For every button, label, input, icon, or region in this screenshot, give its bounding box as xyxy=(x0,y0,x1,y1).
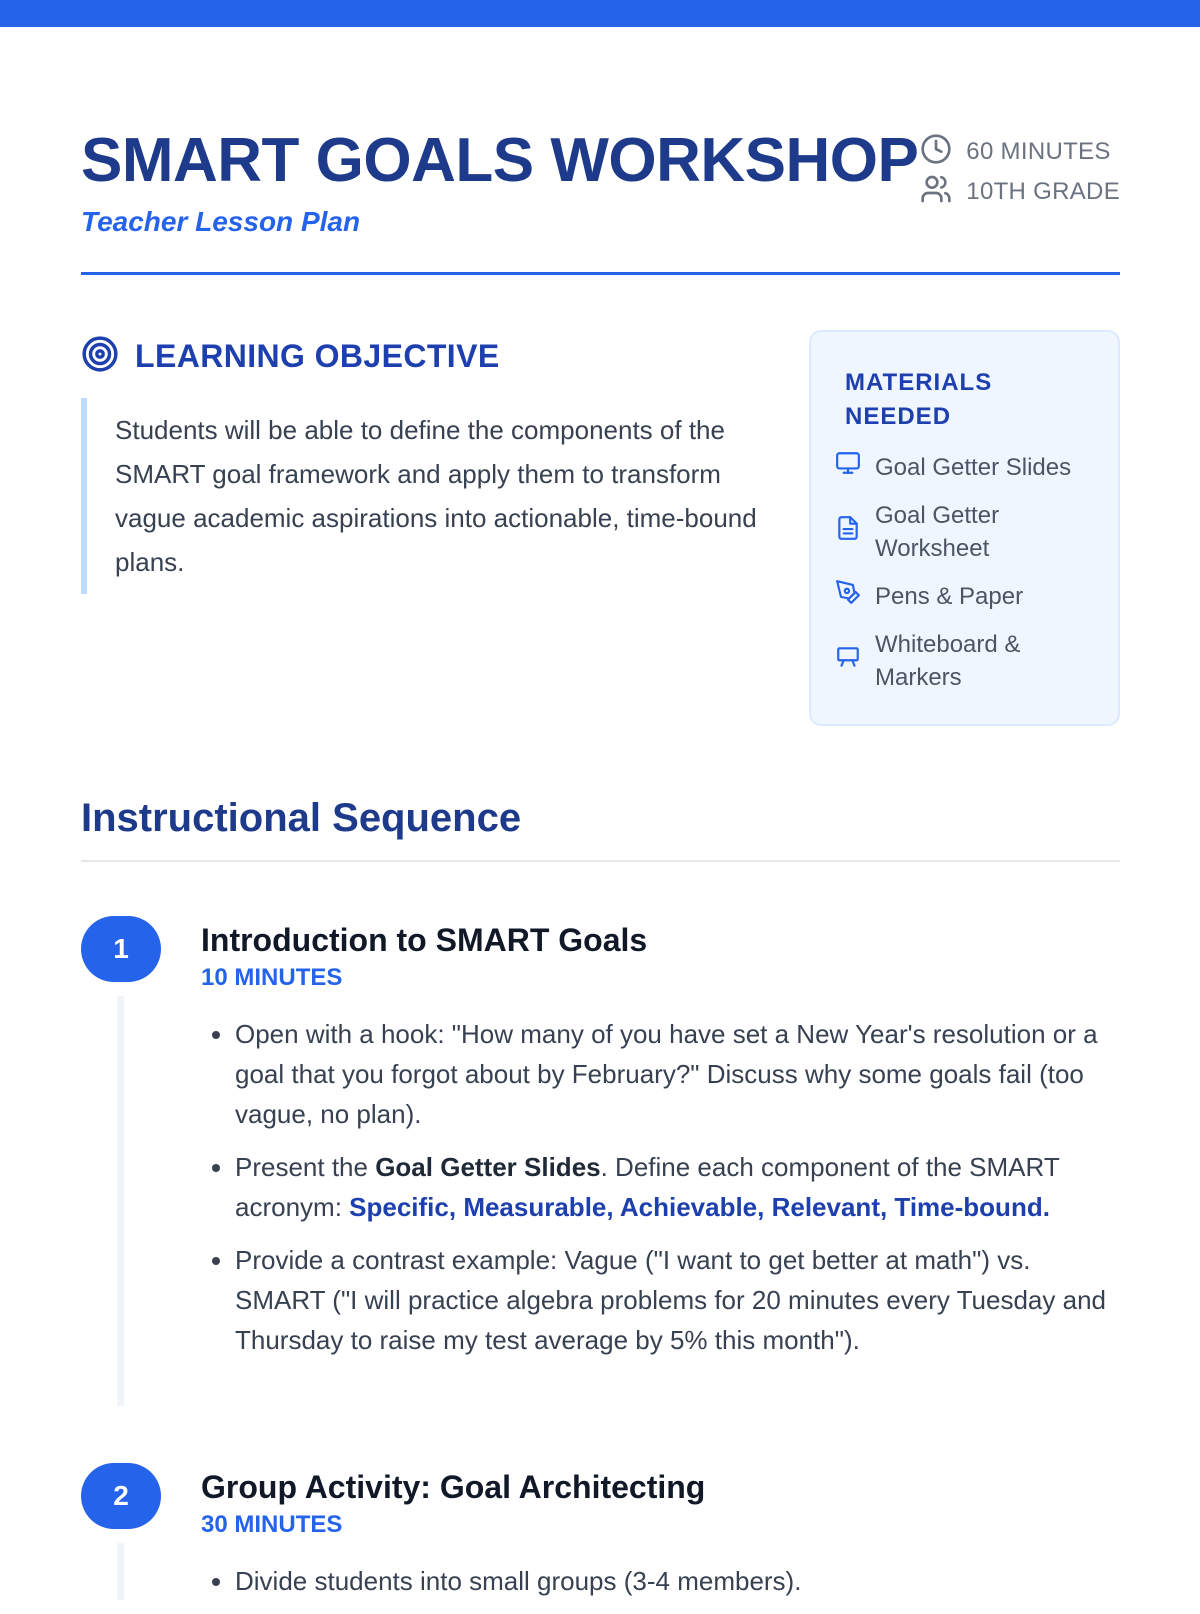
learning-objective-section xyxy=(81,335,761,594)
step-bullet: • Divide students into small groups (3-4 members). xyxy=(235,1561,1120,1601)
sequence-heading: Instructional Sequence xyxy=(81,796,522,840)
page-header xyxy=(81,126,1120,238)
smart-acronym-highlight: Specific, Measurable, Achievable, Relevant, Time-bound. xyxy=(349,1192,1050,1222)
step-duration: 10 MINUTES xyxy=(201,964,343,991)
material-label: Goal Getter Worksheet xyxy=(875,502,1000,562)
bullet-text: . Define each component of the SMART acronym: xyxy=(235,1152,1060,1222)
users-icon xyxy=(920,173,966,212)
grade-meta xyxy=(920,172,1120,212)
materials-panel xyxy=(809,330,1120,726)
header-divider xyxy=(81,272,1120,275)
step-bullet: • Provide a contrast example: Vague ("I want to get better at math") vs. SMART ("I will practice algebra problems for 20 minutes every Tuesday and Thursday to raise my test average by 5% this month"). xyxy=(235,1240,1120,1360)
objective-heading-row xyxy=(81,335,761,378)
step-body xyxy=(201,1463,1120,1614)
sequence-step xyxy=(81,1463,1120,1600)
step-timeline-line xyxy=(117,996,124,1406)
step-bullet xyxy=(235,1147,1120,1227)
step-body xyxy=(201,916,1120,1373)
step-number-badge: 1 xyxy=(81,916,161,982)
material-label: Pens & Paper xyxy=(875,583,1024,610)
step-timeline-line xyxy=(117,1543,124,1600)
objective-text: Students will be able to define the components of the SMART goal framework and apply them to transform vague academic aspirations into actionable, time-bound plans. xyxy=(81,398,761,594)
material-item xyxy=(835,628,1088,694)
target-icon xyxy=(81,335,135,378)
material-label: Whiteboard & Markers xyxy=(875,631,1021,691)
material-item xyxy=(835,499,1088,565)
duration-text: 60 MINUTES xyxy=(966,138,1111,165)
materials-heading: MATERIALS NEEDED xyxy=(845,369,993,430)
page-subtitle: Teacher Lesson Plan xyxy=(81,206,361,237)
document-icon xyxy=(835,515,875,550)
bullet-text: Present the xyxy=(235,1152,376,1182)
step-title: Group Activity: Goal Architecting xyxy=(201,1469,706,1505)
grade-text: 10TH GRADE xyxy=(966,178,1120,205)
duration-meta xyxy=(920,132,1120,172)
objective-heading: LEARNING OBJECTIVE xyxy=(135,338,500,374)
material-label: Goal Getter Slides xyxy=(875,454,1072,481)
sequence-step xyxy=(81,916,1120,1416)
monitor-icon xyxy=(835,450,875,485)
materials-list xyxy=(835,450,1088,694)
clock-icon xyxy=(920,133,966,172)
page-title: SMART GOALS WORKSHOP xyxy=(81,126,919,195)
step-bullet-list xyxy=(201,1014,1120,1360)
whiteboard-icon xyxy=(835,644,875,679)
sequence-divider xyxy=(81,860,1120,862)
pen-icon xyxy=(835,579,875,614)
material-item xyxy=(835,450,1088,485)
lesson-meta xyxy=(920,132,1120,212)
top-accent-bar xyxy=(0,0,1200,27)
material-item xyxy=(835,579,1088,614)
bold-resource-name: Goal Getter Slides xyxy=(375,1152,601,1182)
step-number-badge: 2 xyxy=(81,1463,161,1529)
step-title: Introduction to SMART Goals xyxy=(201,922,648,958)
step-duration: 30 MINUTES xyxy=(201,1511,343,1538)
step-bullet-list xyxy=(201,1561,1120,1601)
step-bullet: • Open with a hook: "How many of you have set a New Year's resolution or a goal that you forgot about by February?" Discuss why some goals fail (too vague, no plan). xyxy=(235,1014,1120,1134)
